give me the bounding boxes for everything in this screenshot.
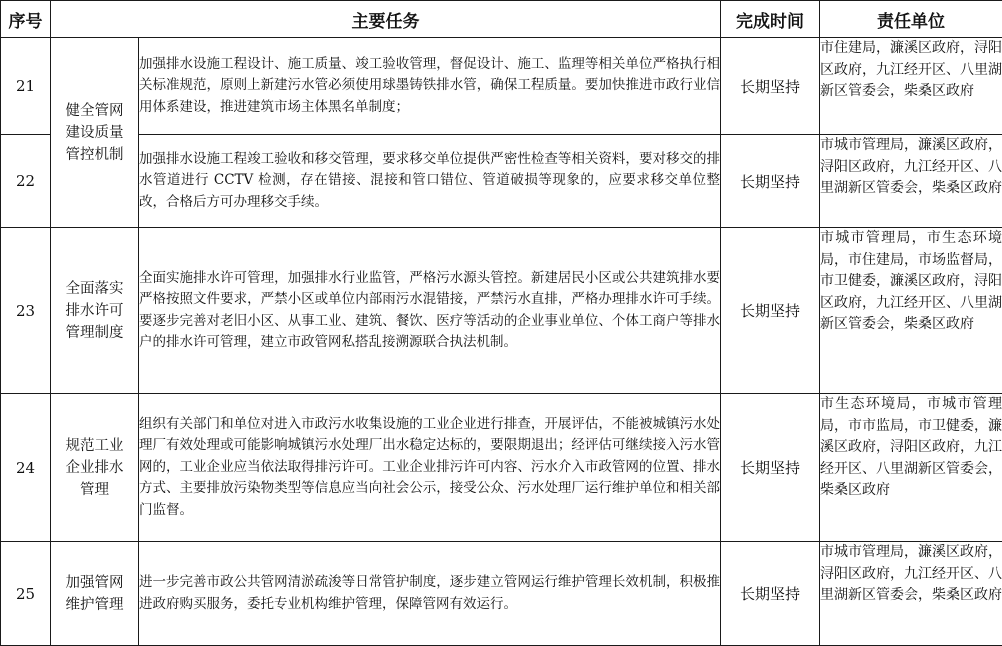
table-row <box>1 135 1002 228</box>
table-row <box>1 38 1002 135</box>
category-line: 健全管网 <box>51 100 138 122</box>
task-description: 加强排水设施工程设计、施工质量、竣工验收管理，督促设计、施工、监理等相关单位严格执行相关标准规范，原则上新建污水管必须使用球墨铸铁排水管，确保工程质量。要加快推进市政行业信用体系建设，推进建筑市场主体黑名单制度； <box>139 38 721 135</box>
header-task: 主要任务 <box>51 1 721 38</box>
completion-time: 长期坚持 <box>721 135 820 228</box>
responsible-units: 市城市管理局，濂溪区政府，浔阳区政府，九江经开区、八里湖新区管委会，柴桑区政府 <box>820 542 1002 646</box>
task-category <box>51 542 139 646</box>
row-number: 24 <box>1 394 51 542</box>
task-description: 加强排水设施工程竣工验收和移交管理，要求移交单位提供严密性检查等相关资料，要对移交的排水管道进行 CCTV 检测，存在错接、混接和管口错位、管道破损等现象的，应要求移交单位整改，合格后方可办理移交手续。 <box>139 135 721 228</box>
completion-time: 长期坚持 <box>721 38 820 135</box>
header-time: 完成时间 <box>721 1 820 38</box>
table-header-row <box>1 1 1002 38</box>
completion-time: 长期坚持 <box>721 394 820 542</box>
task-category <box>51 394 139 542</box>
responsible-units: 市城市管理局，市生态环境局，市住建局，市场监督局，市卫健委，濂溪区政府，浔阳区政府，九江经开区、八里湖新区管委会，柴桑区政府 <box>820 228 1002 394</box>
task-description: 全面实施排水许可管理，加强排水行业监管，严格污水源头管控。新建居民小区或公共建筑排水要严格按照文件要求，严禁小区或单位内部雨污水混错接，严禁污水直排，严格办理排水许可手续。要逐步完善对老旧小区、从事工业、建筑、餐饮、医疗等活动的企业事业单位、个体工商户等排水户的排水许可管理，建立市政管网私搭乱接溯源联合执法机制。 <box>139 228 721 394</box>
category-line: 排水许可 <box>51 300 138 322</box>
category-line: 维护管理 <box>51 594 138 616</box>
category-line: 管理 <box>51 479 138 501</box>
responsible-units: 市生态环境局，市城市管理局，市市监局，市卫健委，濂溪区政府，浔阳区政府，九江经开区、八里湖新区管委会，柴桑区政府 <box>820 394 1002 542</box>
table-row <box>1 542 1002 646</box>
completion-time: 长期坚持 <box>721 228 820 394</box>
completion-time: 长期坚持 <box>721 542 820 646</box>
row-number: 22 <box>1 135 51 228</box>
table-row <box>1 228 1002 394</box>
category-line: 加强管网 <box>51 572 138 594</box>
category-line: 建设质量 <box>51 122 138 144</box>
task-category <box>51 38 139 228</box>
task-description: 进一步完善市政公共管网清淤疏浚等日常管护制度，逐步建立管网运行维护管理长效机制，积极推进政府购买服务，委托专业机构维护管理，保障管网有效运行。 <box>139 542 721 646</box>
category-line: 管控机制 <box>51 144 138 166</box>
category-line: 管理制度 <box>51 322 138 344</box>
header-no: 序号 <box>1 1 51 38</box>
row-number: 25 <box>1 542 51 646</box>
task-category <box>51 228 139 394</box>
category-line: 全面落实 <box>51 278 138 300</box>
category-line: 企业排水 <box>51 457 138 479</box>
category-line: 规范工业 <box>51 435 138 457</box>
table-row <box>1 394 1002 542</box>
task-description: 组织有关部门和单位对进入市政污水收集设施的工业企业进行排查，开展评估，不能被城镇污水处理厂有效处理或可能影响城镇污水处理厂出水稳定达标的，要限期退出；经评估可继续接入污水管网的，工业企业应当依法取得排污许可。工业企业排污许可内容、污水介入市政管网的位置、排水方式、主要排放污染物类型等信息应当向社会公示，接受公众、污水处理厂运行维护单位和相关部门监督。 <box>139 394 721 542</box>
responsible-units: 市城市管理局，濂溪区政府，浔阳区政府，九江经开区、八里湖新区管委会，柴桑区政府 <box>820 135 1002 228</box>
row-number: 21 <box>1 38 51 135</box>
header-responsible: 责任单位 <box>820 1 1002 38</box>
responsible-units: 市住建局，濂溪区政府，浔阳区政府，九江经开区、八里湖新区管委会，柴桑区政府 <box>820 38 1002 135</box>
row-number: 23 <box>1 228 51 394</box>
